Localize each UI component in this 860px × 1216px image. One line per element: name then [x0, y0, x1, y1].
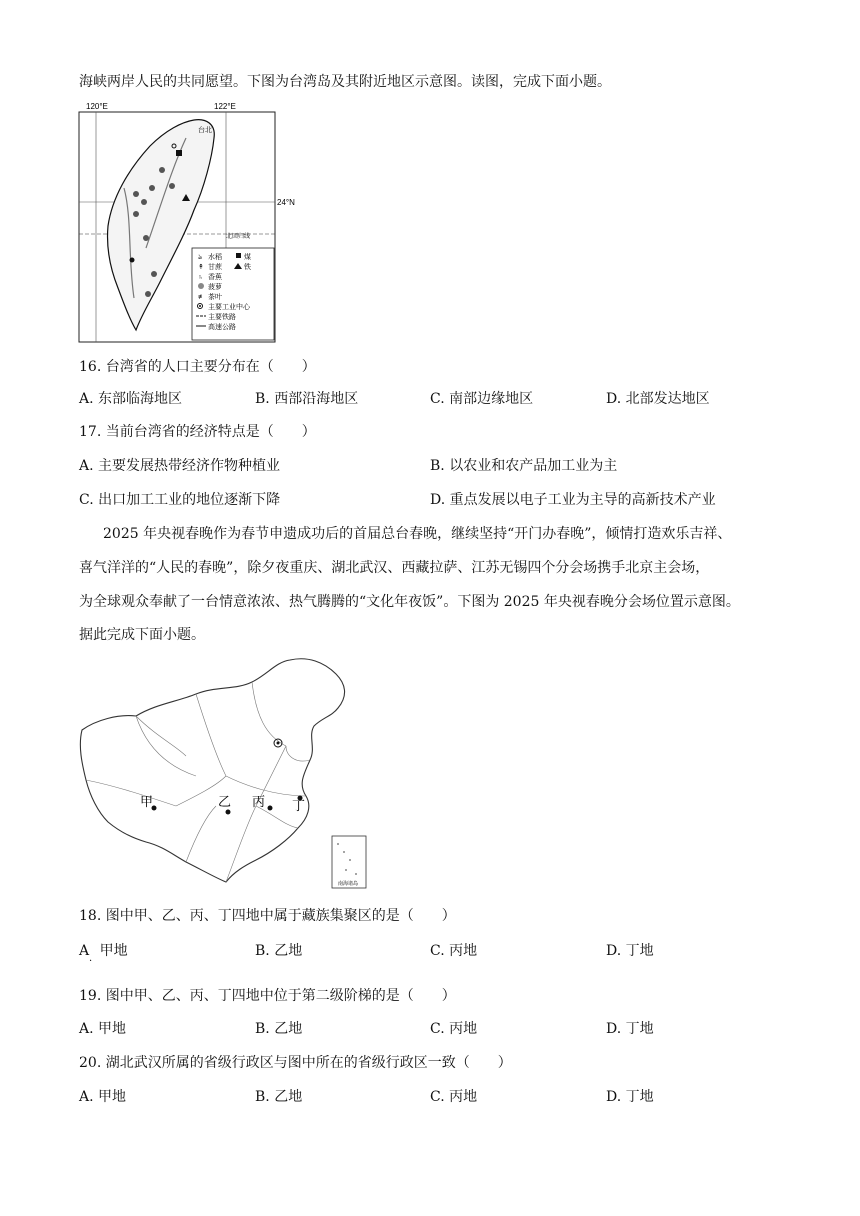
intro-text: 海峡两岸人民的共同愿望。下图为台湾岛及其附近地区示意图。读图，完成下面小题。: [79, 74, 611, 90]
q18-option-c[interactable]: C. 丙地: [430, 943, 478, 959]
passage-line-4: 据此完成下面小题。: [79, 627, 205, 643]
q20-option-a[interactable]: A. 甲地: [79, 1089, 127, 1105]
q19-option-b[interactable]: B. 乙地: [255, 1021, 303, 1037]
jia-label: 甲: [140, 794, 154, 809]
q17-stem: 17. 当前台湾省的经济特点是（ ）: [79, 424, 316, 440]
legend-industry: 主要工业中心: [208, 304, 250, 311]
q16-option-b[interactable]: B. 西部沿海地区: [255, 391, 359, 407]
q19-option-a[interactable]: A. 甲地: [79, 1021, 127, 1037]
q20-option-b[interactable]: B. 乙地: [255, 1089, 303, 1105]
q20-option-c[interactable]: C. 丙地: [430, 1089, 478, 1105]
china-map: [76, 656, 372, 892]
coal-marker: [176, 150, 182, 156]
legend-banana: 香蕉: [208, 274, 222, 281]
q18-option-a[interactable]: [79, 941, 128, 961]
svg-text:≢: ≢: [198, 294, 205, 301]
tropic-label: 北回归线: [226, 234, 251, 240]
legend-coal: 煤: [244, 254, 251, 261]
legend-highway: 高速公路: [208, 324, 236, 331]
legend-railway: 主要铁路: [208, 314, 236, 321]
q19-option-c[interactable]: C. 丙地: [430, 1021, 478, 1037]
q19-option-d[interactable]: D. 丁地: [606, 1021, 654, 1037]
legend-pineapple: 菠萝: [208, 284, 222, 291]
q20-stem: 20. 湖北武汉所属的省级行政区与图中所在的省级行政区一致（ ）: [79, 1055, 512, 1071]
q18-option-a-letter: A: [79, 943, 90, 959]
passage-line-2: 喜气洋洋的“人民的春晚”，除夕夜重庆、湖北武汉、西藏拉萨、江苏无锡四个分会场携手北京主会场，: [79, 560, 710, 576]
legend-sugarcane: 甘蔗: [208, 264, 222, 271]
inset-label: 南海诸岛: [338, 881, 359, 887]
legend-iron: 铁: [244, 264, 251, 271]
taipei-label: 台北: [198, 127, 212, 134]
passage-line-3: 为全球观众奉献了一台情意浓浓、热气腾腾的“文化年夜饭”。下图为 2025 年央视春晚分会场位置示意图。: [79, 594, 740, 610]
lon-120-label: 120°E: [86, 102, 108, 111]
q16-option-a[interactable]: A. 东部临海地区: [79, 391, 183, 407]
ding-label: 丁: [292, 798, 306, 813]
q18-option-a-text: 甲地: [99, 943, 128, 959]
q17-option-b[interactable]: B. 以农业和农产品加工业为主: [430, 458, 618, 474]
q18-option-b[interactable]: B. 乙地: [255, 943, 303, 959]
legend-tea: 茶叶: [208, 294, 222, 301]
q18-stem: 18. 图中甲、乙、丙、丁四地中属于藏族集聚区的是（ ）: [79, 908, 456, 924]
q16-stem: 16. 台湾省的人口主要分布在（ ）: [79, 359, 316, 375]
q17-option-c[interactable]: C. 出口加工工业的地位逐渐下降: [79, 492, 281, 508]
lat-24-label: 24°N: [277, 198, 295, 207]
q18-option-d[interactable]: D. 丁地: [606, 943, 654, 959]
svg-text:↟: ↟: [198, 264, 204, 271]
q16-option-d[interactable]: D. 北部发达地区: [606, 391, 710, 407]
lon-122-label: 122°E: [214, 102, 236, 111]
china-outline: [80, 659, 344, 882]
q18-dot: ·: [89, 956, 93, 967]
taiwan-map: [76, 98, 295, 346]
legend-rice: 水稻: [208, 254, 222, 261]
bing-label: 丙: [252, 794, 266, 809]
q17-option-d[interactable]: D. 重点发展以电子工业为主导的高新技术产业: [430, 492, 716, 508]
q19-stem: 19. 图中甲、乙、丙、丁四地中位于第二级阶梯的是（ ）: [79, 988, 456, 1004]
svg-text:ঌ: ঌ: [198, 254, 203, 261]
q17-option-a[interactable]: A. 主要发展热带经济作物种植业: [79, 458, 281, 474]
q16-option-c[interactable]: C. 南部边缘地区: [430, 391, 534, 407]
yi-label: 乙: [218, 794, 232, 809]
q20-option-d[interactable]: D. 丁地: [606, 1089, 654, 1105]
yi-dot: [226, 810, 231, 815]
svg-text:♄: ♄: [198, 274, 204, 281]
bing-dot: [268, 806, 273, 811]
passage-line-1: 2025 年央视春晚作为春节申遗成功后的首届总台春晚，继续坚持“开门办春晚”，倾情打造欢乐吉祥、: [103, 526, 732, 542]
